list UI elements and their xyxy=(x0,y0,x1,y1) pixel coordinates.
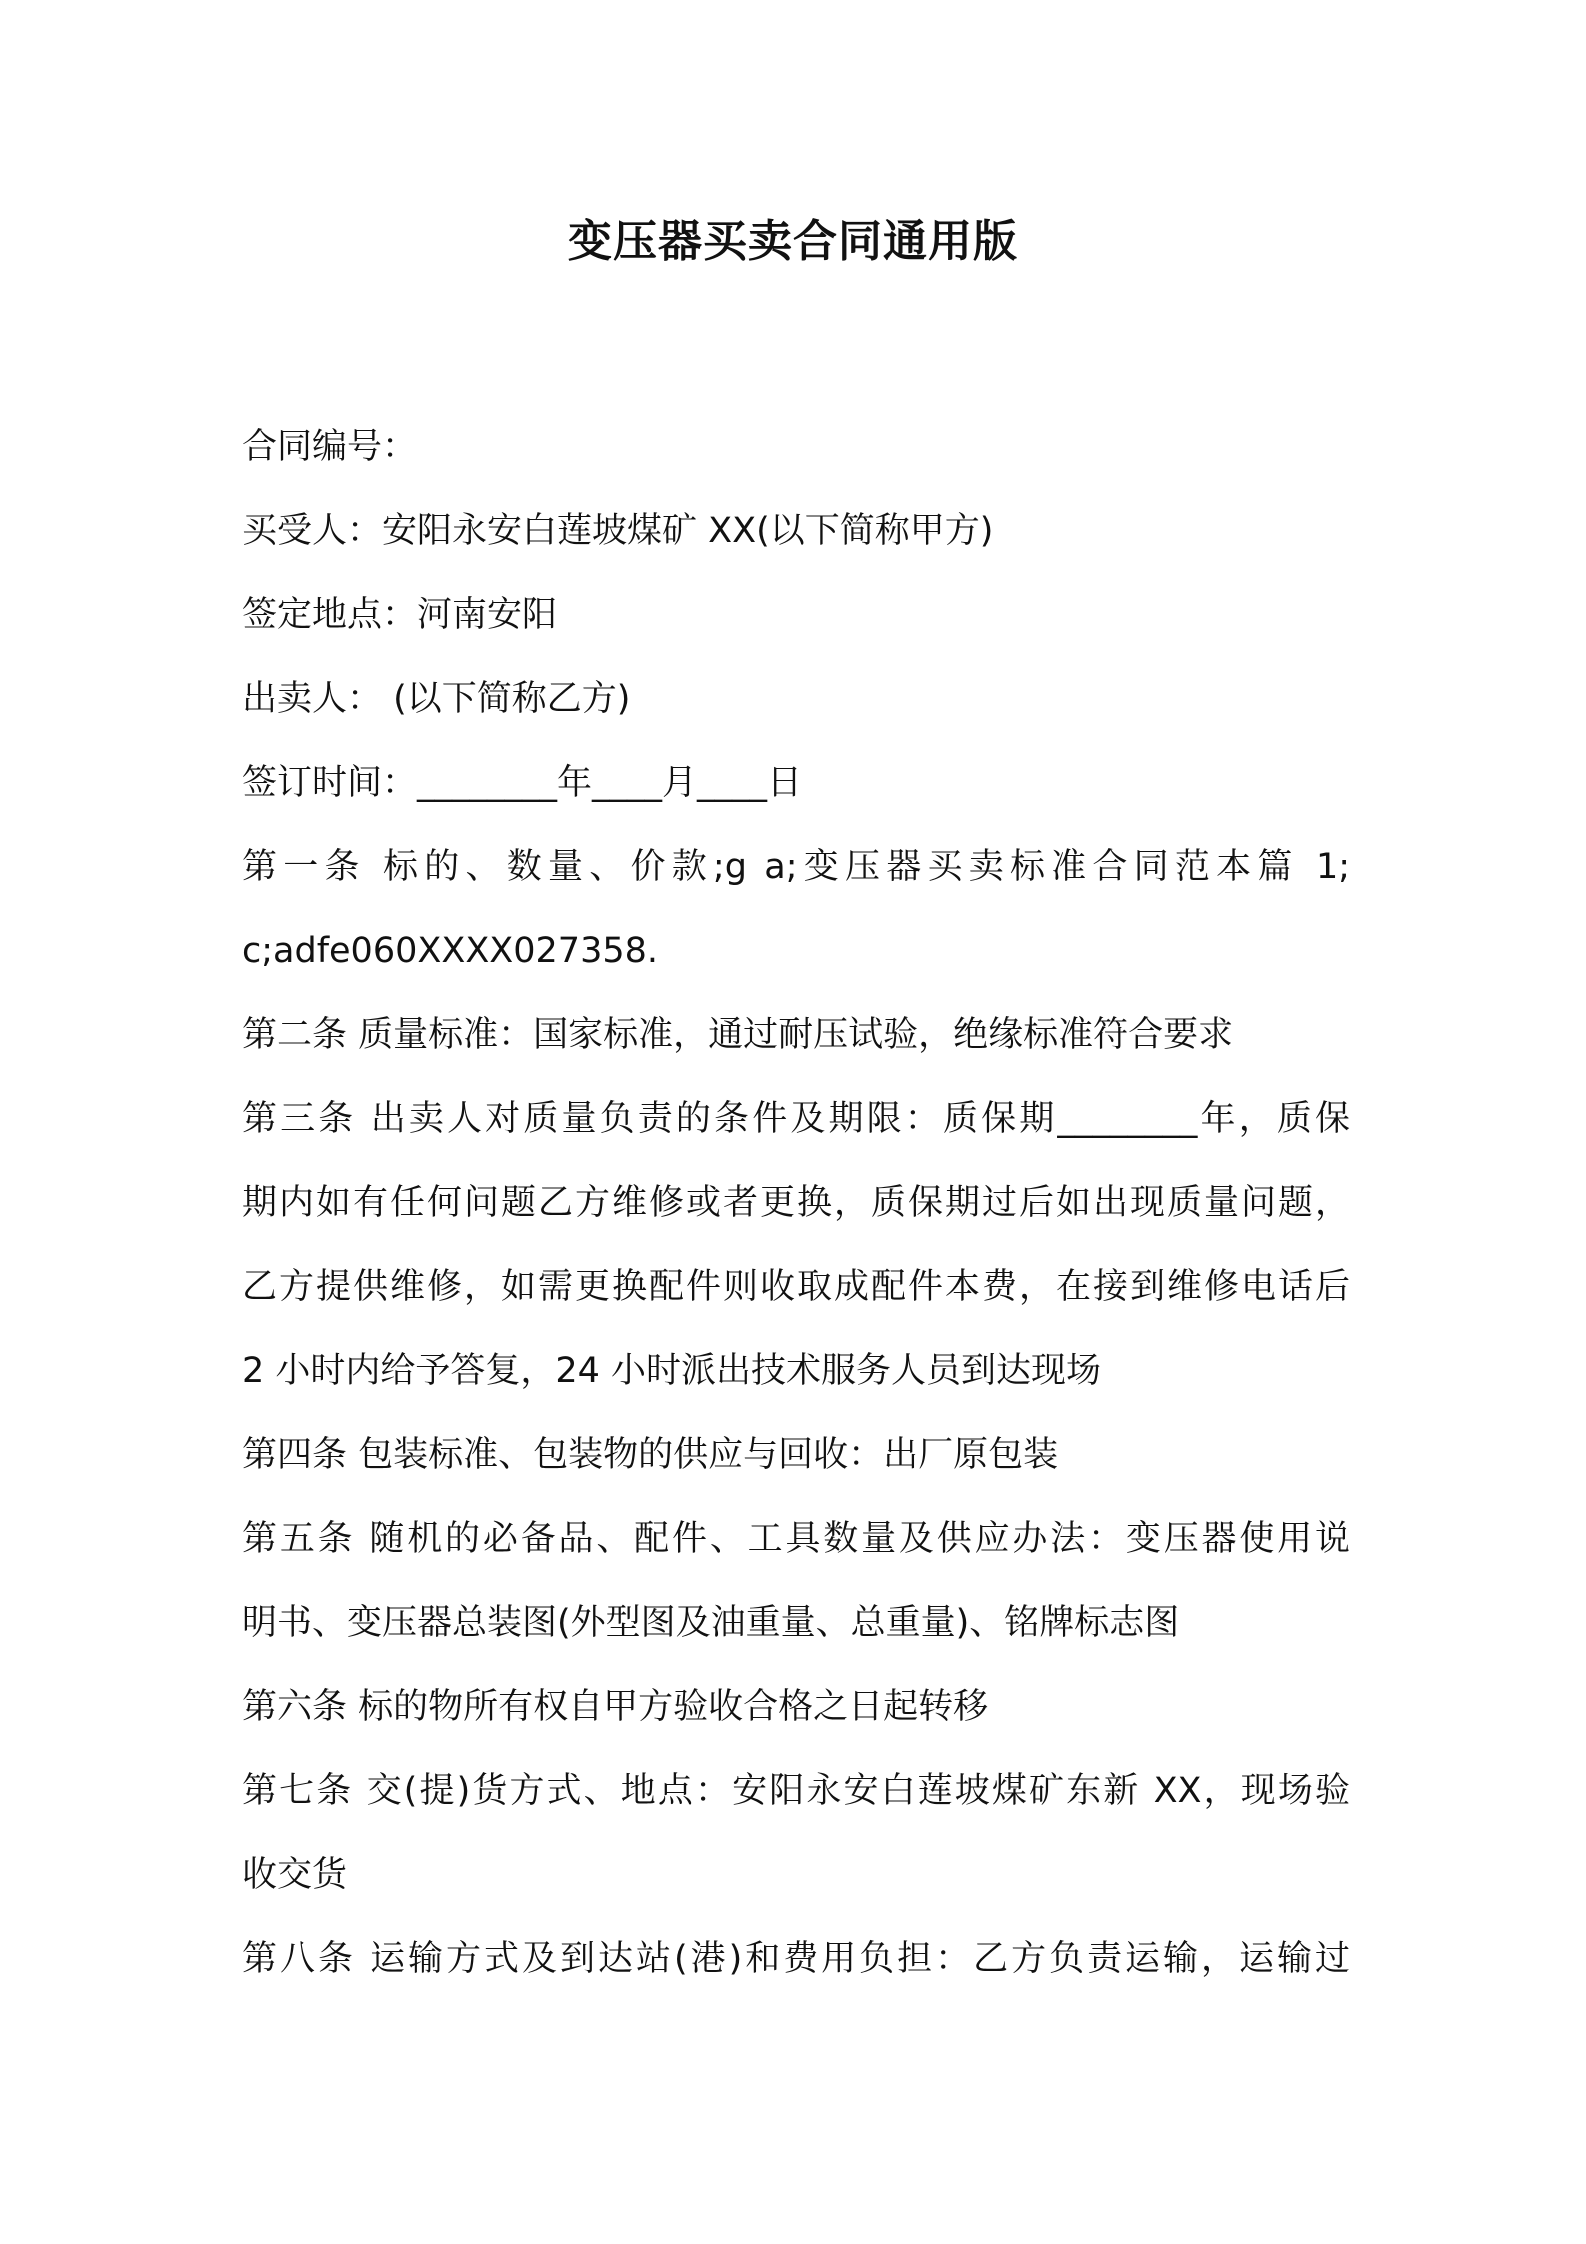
signing-place-line: 签定地点：河南安阳 xyxy=(242,595,558,635)
article-1-line-1: 第一条 标的、数量、价款;g a;变压器买卖标准合同范本篇 1; xyxy=(242,847,1350,887)
buyer-line: 买受人：安阳永安白莲坡煤矿 XX(以下简称甲方) xyxy=(242,511,994,551)
article-2-line: 第二条 质量标准：国家标准，通过耐压试验，绝缘标准符合要求 xyxy=(242,1015,1234,1055)
article-3-line-2: 期内如有任何问题乙方维修或者更换，质保期过后如出现质量问题， xyxy=(242,1183,1350,1223)
article-3-line-3: 乙方提供维修，如需更换配件则收取成配件本费，在接到维修电话后 xyxy=(242,1267,1350,1307)
article-5-line-2: 明书、变压器总装图(外型图及油重量、总重量)、铭牌标志图 xyxy=(242,1603,1180,1643)
article-6-line: 第六条 标的物所有权自甲方验收合格之日起转移 xyxy=(242,1687,989,1727)
article-7-line-2: 收交货 xyxy=(242,1855,348,1895)
document-body xyxy=(242,405,1350,2001)
signing-date-line: 签订时间：________年____月____日 xyxy=(242,763,803,803)
article-4-line: 第四条 包装标准、包装物的供应与回收：出厂原包装 xyxy=(242,1435,1059,1475)
article-3-line-1: 第三条 出卖人对质量负责的条件及期限：质保期________年，质保 xyxy=(242,1099,1350,1139)
contract-number-line: 合同编号： xyxy=(242,427,418,467)
article-1-line-2: c;adfe060XXXX027358. xyxy=(242,931,659,971)
article-7-line-1: 第七条 交(提)货方式、地点：安阳永安白莲坡煤矿东新 XX，现场验 xyxy=(242,1771,1350,1811)
article-3-line-4: 2 小时内给予答复，24 小时派出技术服务人员到达现场 xyxy=(242,1351,1102,1391)
article-5-line-1: 第五条 随机的必备品、配件、工具数量及供应办法：变压器使用说 xyxy=(242,1519,1350,1559)
document-title: 变压器买卖合同通用版 xyxy=(568,216,1018,267)
seller-line: 出卖人： (以下简称乙方) xyxy=(242,679,631,719)
article-8-line-1: 第八条 运输方式及到达站(港)和费用负担：乙方负责运输，运输过 xyxy=(242,1939,1350,1979)
